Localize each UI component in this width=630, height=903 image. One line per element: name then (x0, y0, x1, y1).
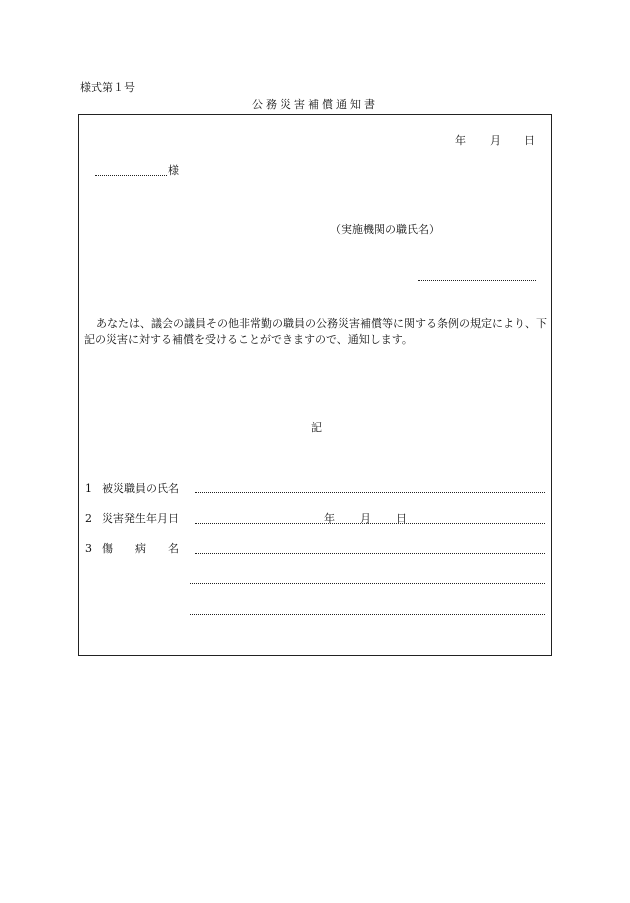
item-2-number: 2 (85, 512, 92, 525)
date-year: 年 (455, 134, 466, 147)
item-2-day: 日 (396, 512, 407, 525)
issuer-label: （実施機関の職氏名） (330, 223, 440, 236)
item-3-dots-line-2 (190, 583, 545, 584)
item-3-label: 傷 病 名 (102, 542, 179, 555)
item-2-month: 月 (360, 512, 371, 525)
addressee-suffix: 様 (168, 164, 179, 177)
item-3-dots (195, 553, 545, 554)
item-2-year: 年 (324, 512, 335, 525)
date-day: 日 (524, 134, 535, 147)
document-title: 公務災害補償通知書 (252, 98, 378, 111)
form-frame (78, 114, 552, 656)
issuer-signature-dots (418, 280, 536, 281)
item-1-dots (195, 492, 545, 493)
item-3-number: 3 (85, 542, 92, 555)
item-1-label: 被災職員の氏名 (102, 482, 179, 495)
addressee-dots (95, 175, 167, 176)
body-text: あなたは、議会の議員その他非常勤の職員の公務災害補償等に関する条例の規定により、下記の災害に対する補償を受けることができますので、通知します。 (84, 317, 547, 346)
form-number: 様式第１号 (80, 81, 135, 94)
date-month: 月 (490, 134, 501, 147)
ki-label: 記 (311, 421, 322, 434)
item-3-dots-line-3 (190, 614, 545, 615)
item-1-number: 1 (85, 482, 92, 495)
item-2-label: 災害発生年月日 (102, 512, 179, 525)
item-2-dots (195, 523, 545, 524)
